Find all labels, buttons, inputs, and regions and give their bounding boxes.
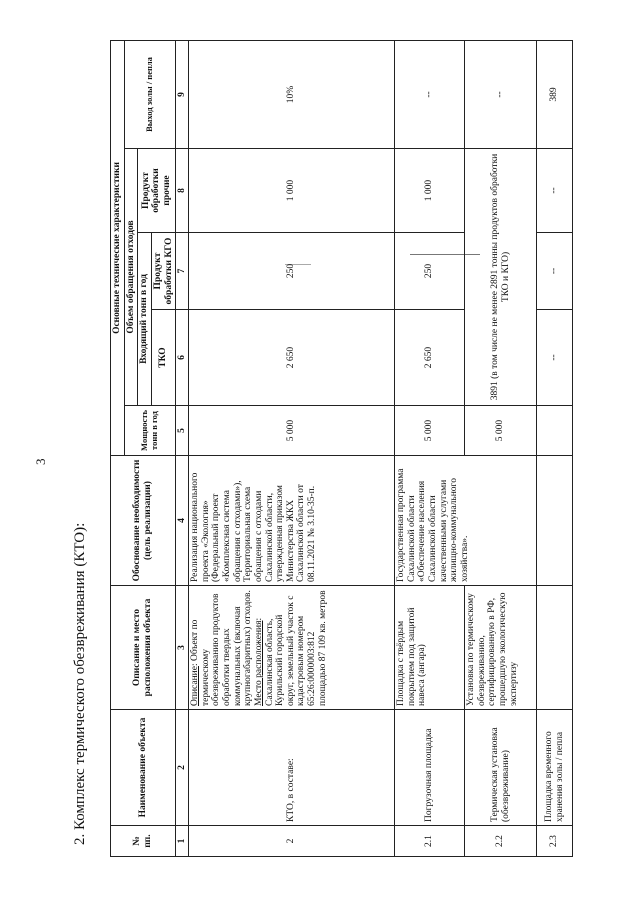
column-number-row [176,40,189,856]
col-number: 8 [176,149,189,233]
row-ash: -- [395,40,465,148]
row-desc [189,586,395,710]
row-name: Погрузочная площадка [395,710,465,826]
row-kgo: 250 [395,233,465,310]
row-capacity: 5 000 [465,406,537,456]
row-num: 2 [189,826,395,857]
col-number: 9 [176,40,189,148]
row-other: 1 000 [395,149,465,233]
col-number: 5 [176,406,189,456]
row-tko: 2 650 [189,310,395,406]
row-kgo: -- [537,233,573,310]
tko-header: ТКО [151,310,175,406]
row-other: 1 000 [189,149,395,233]
col-number: 6 [176,310,189,406]
kto-table [110,40,573,857]
desc-label: Описание [190,666,201,706]
row-other: -- [537,149,573,233]
row-desc: Установка по термическому обезвреживанию, сертифицированную в РФ, прошедшую экологическую экспертизу [465,586,537,710]
ash-output-header: Выход золы / пепла [124,40,176,148]
table-row [189,40,395,856]
col-justification-header: Обоснование необходимости (цель реализации) [111,456,176,586]
col-number: 1 [176,826,189,857]
row-num: 2.1 [395,826,465,857]
tech-group-header: Основные технические характеристики [111,40,125,455]
row-num: 2.3 [537,826,573,857]
col-number: 2 [176,710,189,826]
row-capacity: 5 000 [189,406,395,456]
header-row-1 [111,40,125,856]
col-number: 4 [176,456,189,586]
col-number: 7 [176,233,189,310]
row-justification: Государственная программа Сахалинской области «Обеспечение населения Сахалинской области качественными услугами жилищно-коммунального хозяйства». [395,456,537,586]
section-title: 2. Комплекс термического обезвреживания (КТО): [72,522,88,845]
location-label: Место расположения [253,620,264,706]
col-number: 3 [176,586,189,710]
other-product-header: Продукт обработки прочие [138,149,176,233]
row-capacity [537,406,573,456]
row-capacity: 5 000 [395,406,465,456]
desc-text: : Объект по термическому обезвреживанию продуктов обработки твердых коммунальных (включая крупногабаритных) отходов. [190,590,254,706]
row-justification [537,456,573,586]
row-name: Термическая установка (обезвреживание) [465,710,537,826]
page-number: 3 [33,458,48,465]
row-ash: 10% [189,40,395,148]
col-desc-header: Описание и место расположения объекта [111,586,176,710]
row-tko: 2 650 [395,310,465,406]
row-justification: Реализация национального проекта «Экология» (Федеральный проект «Комплексная система обращения с отходами»), Территориальная схема обращения с отходами Сахалинской области, утвержденная приказом Министерства ЖКХ Сахалинской области от 08.11.2021 № 3.10-35-п. [189,456,395,586]
table-row [537,40,573,856]
table-row [395,40,465,856]
row-ash: -- [465,40,537,148]
row-merged-volume: 3891 (в том числе не менее 2891 тонны продуктов обработки ТКО и КГО) [465,149,537,406]
table-row [465,40,537,856]
col-num-header: № пп. [111,826,176,857]
row-name: Площадка временного хранения золы / пепла [537,710,573,826]
incoming-group-header: Входящий тонн в год [138,233,152,406]
row-ash: 389 [537,40,573,148]
capacity-header: Мощность тонн в год [124,406,176,456]
row-desc [537,586,573,710]
row-num: 2.2 [465,826,537,857]
volume-group-header: Объем обращения отходов [124,149,138,406]
row-tko: -- [537,310,573,406]
row-name: КТО, в составе: [189,710,395,826]
kgo-product-header: Продукт обработки КГО [151,233,175,310]
row-desc: Площадка с твёрдым покрытием под защитой навеса (ангара) [395,586,465,710]
row-kgo: 250 [189,233,395,310]
location-text: : Сахалинская область, Курильский городской округ, земельный участок с кадастровым номером 65:26:0000003:812 площадью 87 109 кв. метров [253,590,328,706]
col-name-header: Наименование объекта [111,710,176,826]
